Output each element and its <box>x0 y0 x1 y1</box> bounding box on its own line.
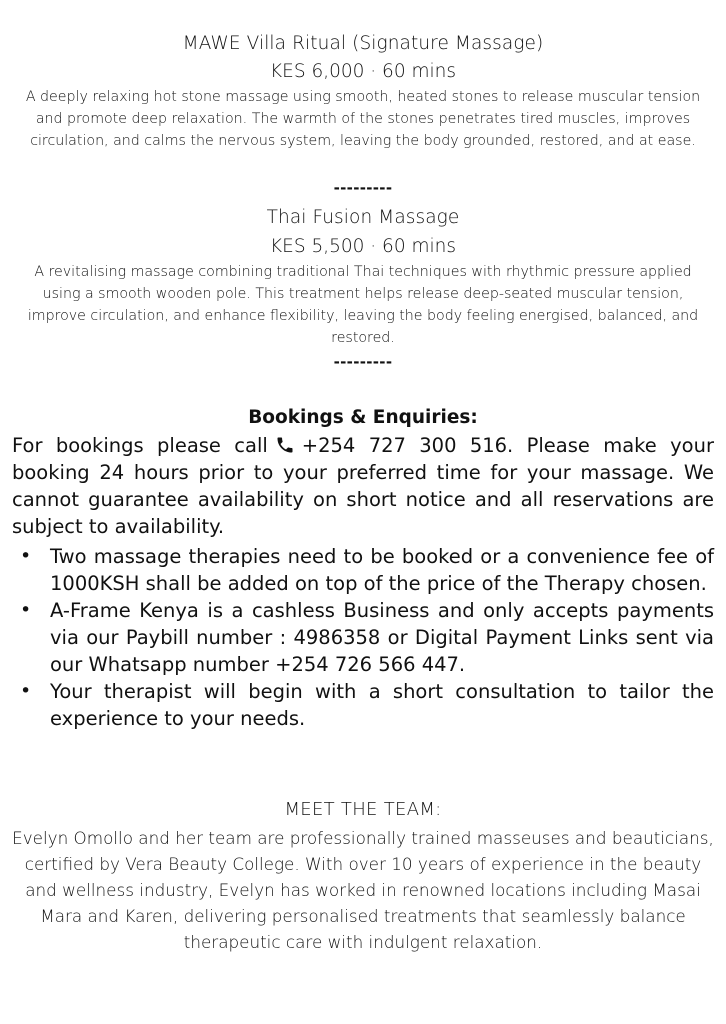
list-item <box>12 597 714 678</box>
list-item-text: Your therapist will begin with a short consultation to tailor the experience to your needs. <box>50 680 714 730</box>
service-price: KES 6,000 · 60 mins <box>270 61 456 82</box>
bullet: • <box>20 680 32 702</box>
service-title: Thai Fusion Massage <box>266 207 460 228</box>
list-item-text: A-Frame Kenya is a cashless Business and only accepts payments via our Paybill number : 4986358 or Digital Payment Links sent via our Whatsapp number +254 726 566 447. <box>50 599 714 676</box>
service-description: A revitalising massage combining traditional Thai techniques with rhythmic pressure applied using a smooth wooden pole. This treatment helps release deep-seated muscular tension, improve circulation, and enhance flexibility, leaving the body feeling energised, balanced, and restored. <box>27 264 699 346</box>
bookings-intro <box>12 432 714 540</box>
phone-icon <box>274 435 296 455</box>
bookings-list <box>12 543 714 732</box>
list-item <box>12 678 714 732</box>
list-item <box>12 543 714 597</box>
bullet: • <box>20 545 32 567</box>
bookings-heading: Bookings & Enquiries: <box>248 407 478 428</box>
section-divider: --------- <box>333 353 393 371</box>
bookings-intro-rest: +254 727 300 516. Please make your booking 24 hours prior to your preferred time for your massage. We cannot guarantee availability on short notice and all reservations are subject to availability. <box>12 434 714 538</box>
service-title: MAWE Villa Ritual (Signature Massage) <box>182 33 544 54</box>
service-price: KES 5,500 · 60 mins <box>270 236 456 257</box>
team-description: Evelyn Omollo and her team are professionally trained masseuses and beauticians, certified by Vera Beauty College. With over 10 years of experience in the beauty and wellness industry, Evelyn has worked in renowned locations including Masai Mara and Karen, delivering personalised treatments that seamlessly balance therapeutic care with indulgent relaxation. <box>12 828 714 952</box>
list-item-text: Two massage therapies need to be booked or a convenience fee of 1000KSH shall be added on top of the price of the Therapy chosen. <box>50 545 714 595</box>
bookings-intro-start: For bookings please call <box>12 434 268 457</box>
bullet: • <box>20 599 32 621</box>
service-description: A deeply relaxing hot stone massage using smooth, heated stones to release muscular tension and promote deep relaxation. The warmth of the stones penetrates tired muscles, improves circulation, and calms the nervous system, leaving the body grounded, restored, and at ease. <box>25 89 701 149</box>
team-heading: MEET THE TEAM: <box>284 799 442 820</box>
section-divider: --------- <box>333 179 393 197</box>
